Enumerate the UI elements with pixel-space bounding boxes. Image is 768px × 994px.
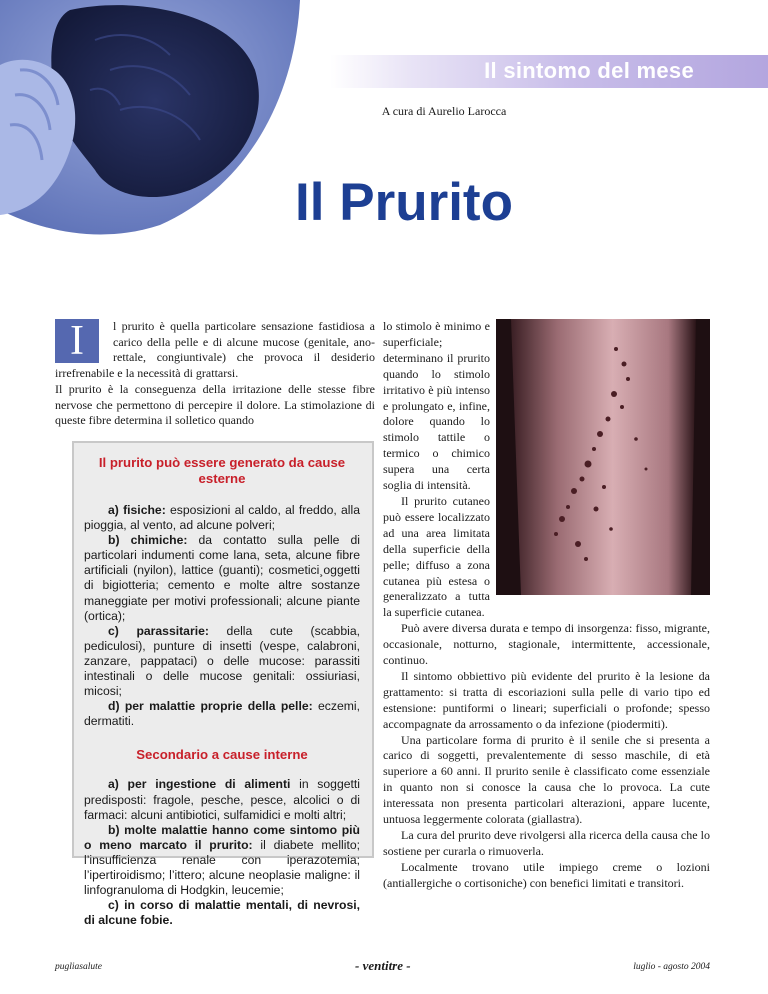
intro-paragraph-2: Il prurito è la conseguenza della irritazione delle stesse fibre nervose che permettono di percepire il dolore. La stimolazione di queste fibre determina il solletico quando — [55, 381, 375, 428]
cause-text: eczemi, dermatiti. — [84, 699, 360, 729]
skin-lesions-photo — [496, 319, 710, 595]
right-paragraph-7: Localmente trovano utile impiego creme o lozioni (antiallergiche o cortisoniche) con benefici limitati e transitori. — [383, 859, 710, 890]
byline: A cura di Aurelio Larocca — [381, 104, 507, 118]
cause-text: in soggetti predisposti: fragole, pesche, pesce, alcolici o di farmaci: alcuni antibiotici, sulfamidici e molti altri; — [84, 777, 360, 822]
cause-text: il diabete mellito; l’insufficienza renale con iperazotemia; l’ipertiroidismo; l’ittero; alcune neoplasie maligne: il linfogranuloma di Hodgkin, leucemie; — [84, 837, 360, 898]
cause-text: esposizioni al caldo, al freddo, alla pioggia, al vento, ad alcune polveri; — [84, 503, 360, 533]
right-paragraph-2: Il prurito cutaneo può essere localizzato ad una area limitata della superficie della pelle; diffuso a zona cutanea più estesa o generalizzato a tutta la superficie cutanea. — [383, 493, 490, 620]
magazine-name: pugliasalute — [55, 962, 102, 972]
article-title: Il Prurito — [295, 173, 513, 232]
external-cause-d — [84, 699, 360, 729]
right-paragraph-1: lo stimolo è minimo e superficiale; determinano il prurito quando lo stimolo irritativo è più intenso e prolungato e, infine, dolore quando lo stimolo tattile o termico o chimico supera una certa soglia di intensità. — [383, 319, 490, 493]
cause-label: a) fisiche: — [108, 503, 166, 517]
internal-cause-c — [84, 898, 360, 928]
drop-cap: I — [55, 319, 99, 363]
causes-box — [72, 441, 374, 928]
intro-paragraph-1: l prurito è quella particolare sensazione fastidiosa a carico della pelle e di alcune mucose (genitale, ano-rettale, congiuntivale) che provoca il desiderio irrefrenabile e la necessità di grattarsi. — [55, 319, 375, 381]
cause-label: d) per malattie proprie della pelle: — [108, 699, 313, 714]
internal-cause-b — [84, 823, 360, 898]
cause-label: c) in corso di malattie mentali, di nevrosi, di alcune fobie. — [84, 898, 360, 928]
cause-text: da contatto sulla pelle di particolari indumenti come lana, seta, alcune fibre artificiali (nyilon), lattice (guanti); cosmetici¸oggetti di bigiotteria; cemento e molte altre sostanze maneggiate per motivi professionali; alcune piante (ortica); — [84, 533, 361, 623]
external-cause-c — [84, 624, 360, 699]
internal-causes-heading: Secondario a cause interne — [136, 747, 308, 763]
cause-label: a) per ingestione di alimenti — [108, 777, 291, 792]
issue-date: luglio - agosto 2004 — [633, 962, 710, 972]
external-cause-a — [84, 503, 360, 533]
section-title: Il sintomo del mese — [484, 58, 694, 83]
right-paragraph-4: Il sintomo obbiettivo più evidente del prurito è la lesione da grattamento: si tratta di escoriazioni sulla pelle di vario tipo ed estensione: puntiformi o lineari; superficiali o profonde; spesso accompagnate da arrossamento o da infezione (piodermiti). — [383, 668, 710, 731]
right-paragraph-3: Può avere diversa durata e tempo di insorgenza: fisso, migrante, occasionale, notturno, stagionale, intermittente, accessionale, continuo. — [383, 621, 710, 668]
cause-label: c) parassitarie: — [108, 623, 209, 638]
page-number: - ventitre - — [355, 958, 411, 973]
intro-text — [55, 319, 375, 429]
internal-cause-a — [84, 777, 360, 822]
cause-label: b) molte malattie hanno come sintomo più o meno marcato il prurito: — [84, 822, 360, 852]
right-column — [383, 319, 710, 892]
external-cause-b — [84, 533, 360, 624]
right-paragraph-6: La cura del prurito deve rivolgersi alla ricerca della causa che lo sostiene per curarla o rimuoverla. — [383, 828, 710, 858]
cause-text: della cute (scabbia, pediculosi), punture di insetti (vespe, calabroni, zanzare, pappataci) o delle mucose: parassiti intestinali o delle mucose genitali: ossiuriasi, micosi; — [84, 623, 360, 699]
right-paragraph-5: Una particolare forma di prurito è il senile che si presenta a carico di soggetti, prevalentemente di sesso maschile, di età superiore a 60 anni. Il prurito senile è classificato come essenziale in quanto non si conosce la causa che lo provoca. La cute interessata non presenta particolari alterazioni, appare lucente, untuosa leggermente colorata (giallastra). — [383, 732, 710, 827]
cause-label: b) chimiche: — [108, 533, 188, 548]
external-causes-heading: Il prurito può essere generato da cause esterne — [98, 455, 346, 486]
